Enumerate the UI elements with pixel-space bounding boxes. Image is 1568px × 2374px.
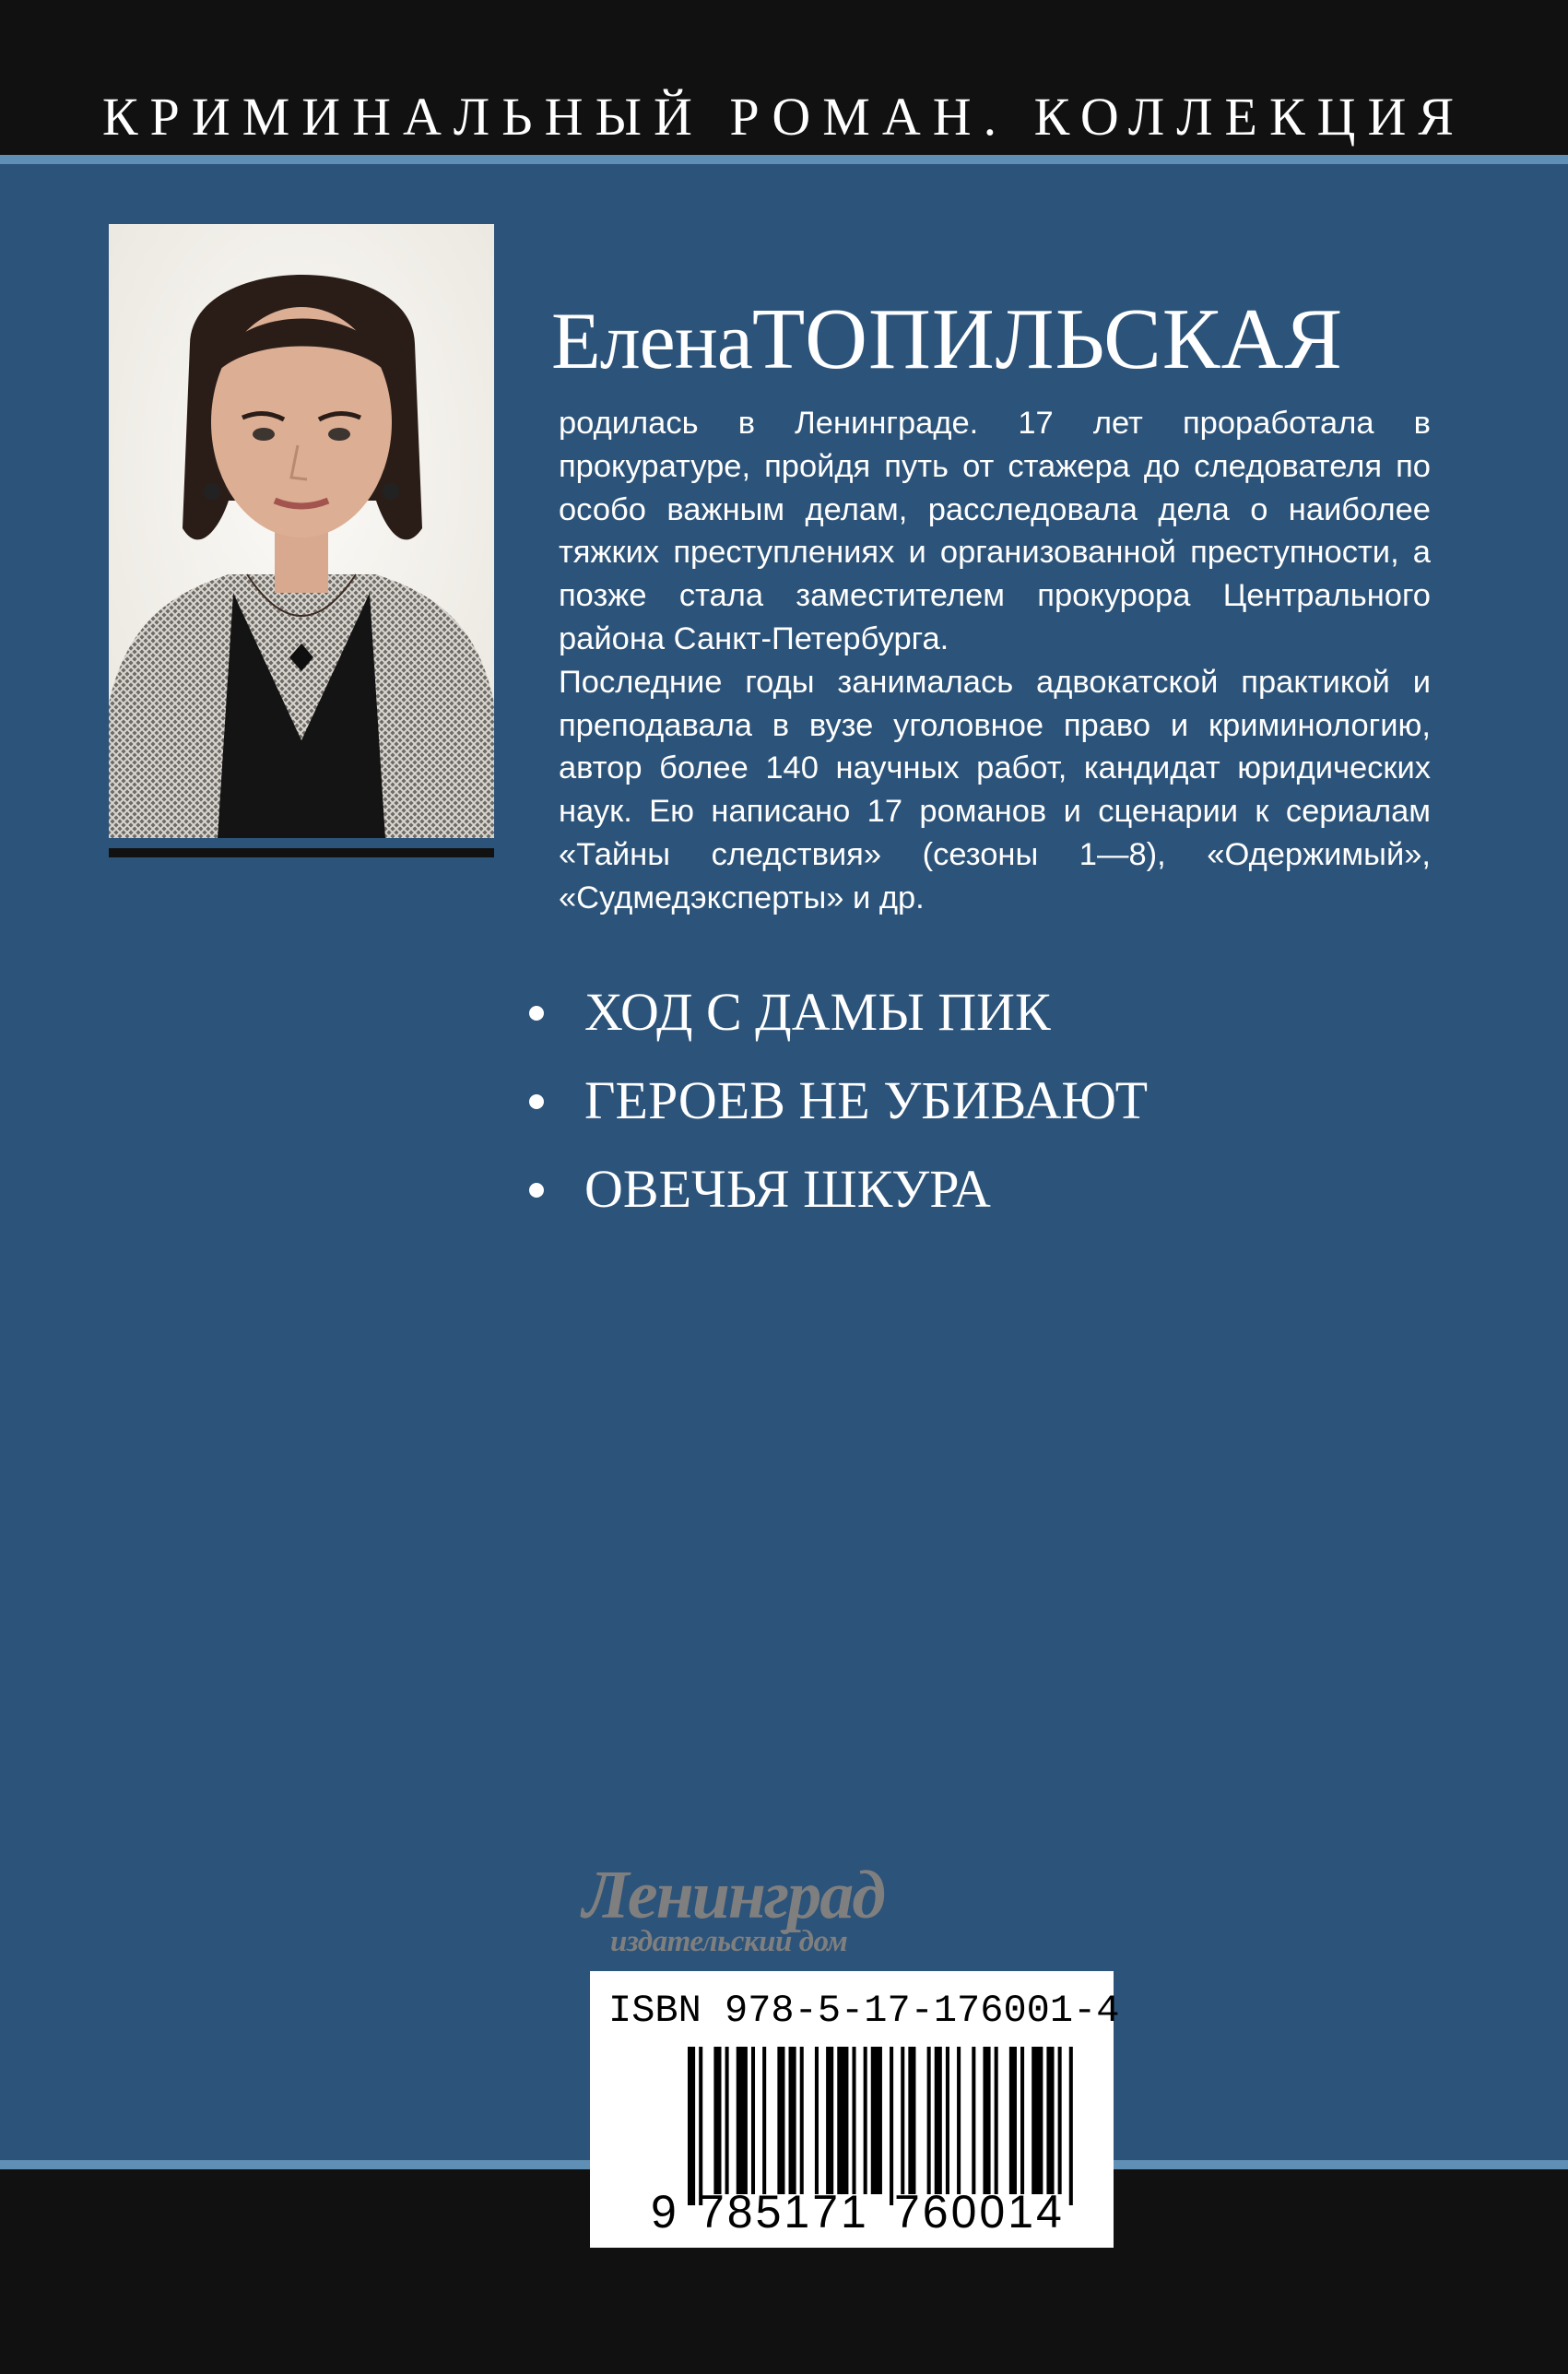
barcode-bar [826, 2047, 833, 2194]
barcode-bar [737, 2047, 748, 2194]
barcode-icon [688, 2047, 1084, 2205]
barcode-bar [1058, 2047, 1062, 2194]
author-photo [109, 224, 494, 838]
barcode-bar [762, 2047, 766, 2194]
bullet-icon [529, 1094, 544, 1109]
barcode-bar [946, 2047, 949, 2194]
barcode-bar [789, 2047, 796, 2194]
publisher-subtitle: издательский дом [610, 1925, 848, 1958]
barcode-bar [890, 2047, 893, 2205]
series-title: КРИМИНАЛЬНЫЙ РОМАН. КОЛЛЕКЦИЯ [101, 87, 1467, 147]
publisher-name: Ленинград [583, 1858, 884, 1933]
barcode-bar [995, 2047, 998, 2194]
bullet-icon [529, 1006, 544, 1021]
barcode-bar [777, 2047, 784, 2194]
barcode-bar [957, 2047, 961, 2194]
barcode-bar [871, 2047, 882, 2194]
photo-underline [109, 848, 494, 857]
barcode-bar [1046, 2047, 1054, 2194]
publisher-logo [583, 1860, 951, 1956]
barcode-bar [688, 2047, 695, 2205]
isbn-number: ISBN 978-5-17-176001-4 [608, 1989, 1120, 2033]
author-name [551, 293, 1343, 410]
barcode-bar [1069, 2047, 1073, 2205]
author-portrait-illustration [109, 224, 494, 838]
bullet-icon [529, 1183, 544, 1198]
barcode-panel [590, 1971, 1120, 2248]
book-title-item: ГЕРОЕВ НЕ УБИВАЮТ [522, 1064, 1148, 1152]
barcode-bar [901, 2047, 904, 2194]
book-title-item: ХОД С ДАМЫ ПИК [522, 975, 1148, 1064]
barcode-bar [972, 2047, 975, 2194]
barcode-bar [837, 2047, 848, 2194]
barcode-bar [699, 2047, 702, 2205]
ean-group-1: 785171 [699, 2186, 869, 2238]
ean-lead-digit: 9 [651, 2186, 677, 2238]
author-last-name: ТОПИЛЬСКАЯ [751, 291, 1344, 387]
ean-group-2: 760014 [894, 2186, 1065, 2238]
book-titles-list [522, 975, 1148, 1241]
barcode-bar [935, 2047, 942, 2194]
barcode-bar [800, 2047, 804, 2194]
barcode-bar [908, 2047, 915, 2194]
barcode-bar [1032, 2047, 1043, 2194]
bio-paragraph-2: Последние годы занималась адвокатской практикой и преподавала в вузе уголовное право и криминологию, автор более 140 научных работ, кандидат юридических наук. Ею написано 17 романов и сценарии к сериалам «Тайны следствия» (сезоны 1—8), «Одержимый», «Судмедэксперты» и др. [559, 664, 1431, 915]
barcode-bar [1009, 2047, 1017, 2194]
barcode-bar [725, 2047, 729, 2194]
bio-paragraph-1: родилась в Ленинграде. 17 лет проработала в прокуратуре, пройдя путь от стажера до следователя по особо важным делам, расследовала дела о наиболее тяжких преступлениях и организованной преступности, а позже стала заместителем прокурора Центрального района Санкт-Петербурга. [559, 406, 1431, 656]
barcode-bar [927, 2047, 931, 2194]
author-first-name: Елена [551, 297, 752, 386]
book-title-item: ОВЕЧЬЯ ШКУРА [522, 1152, 1148, 1241]
barcode-bar [852, 2047, 855, 2194]
barcode-bar [1020, 2047, 1024, 2194]
barcode-bar [713, 2047, 721, 2194]
barcode-bar [815, 2047, 819, 2194]
barcode-bar [864, 2047, 867, 2194]
barcode-bar [983, 2047, 990, 2194]
top-accent-line [0, 155, 1568, 164]
barcode-bar [751, 2047, 755, 2194]
author-bio [559, 402, 1431, 920]
